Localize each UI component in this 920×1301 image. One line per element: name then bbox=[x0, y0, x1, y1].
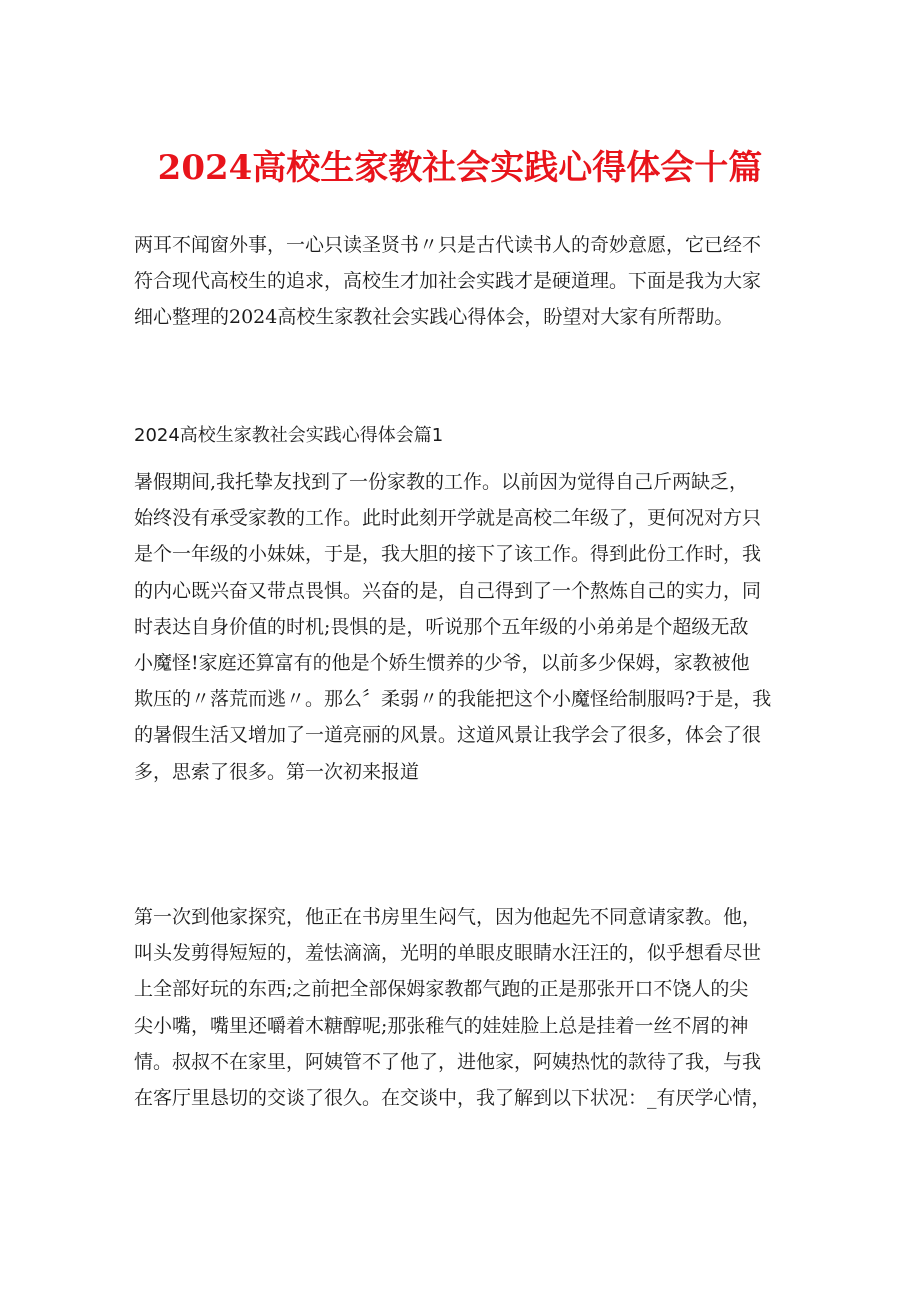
paragraph-line: 的内心既兴奋又带点畏惧。兴奋的是，自己得到了一个熬炼自己的实力，同 bbox=[134, 579, 762, 602]
paragraph-line: 是个一年级的小妹妹，于是，我大胆的接下了该工作。得到此份工作时，我 bbox=[134, 543, 762, 566]
paragraph-line: 上全部好玩的东西;之前把全部保姆家教都气跑的正是那张开口不饶人的尖 bbox=[134, 978, 749, 1001]
paragraph-line: 多，思索了很多。第一次初来报道 bbox=[134, 760, 420, 783]
paragraph-1 bbox=[134, 464, 798, 790]
paragraph-2 bbox=[134, 899, 798, 1116]
intro-paragraph bbox=[134, 227, 798, 336]
paragraph-line: 在客厅里恳切的交谈了很久。在交谈中，我了解到以下状况：_有厌学心情， bbox=[134, 1086, 771, 1109]
paragraph-line: 始终没有承受家教的工作。此时此刻开学就是高校二年级了，更何况对方只 bbox=[134, 507, 762, 530]
intro-line: 符合现代高校生的追求，高校生才加社会实践才是硬道理。下面是我为大家 bbox=[134, 270, 762, 293]
paragraph-line: 暑假期间,我托挚友找到了一份家教的工作。以前因为觉得自己斤两缺乏， bbox=[134, 471, 749, 493]
paragraph-line: 时表达自身价值的时机;畏惧的是，听说那个五年级的小弟弟是个超级无敌 bbox=[134, 615, 749, 638]
section-heading: 2024高校生家教社会实践心得体会篇1 bbox=[134, 425, 444, 446]
paragraph-line: 欺压的〃落荒而逃〃。那么〞柔弱〃的我能把这个小魔怪给制服吗?于是，我 bbox=[134, 688, 772, 711]
intro-line: 细心整理的2024高校生家教社会实践心得体会，盼望对大家有所帮助。 bbox=[134, 306, 734, 329]
paragraph-line: 第一次到他家探究，他正在书房里生闷气，因为他起先不同意请家教。他， bbox=[134, 906, 762, 928]
document-title: 2024高校生家教社会实践心得体会十篇 bbox=[157, 148, 763, 188]
paragraph-line: 尖小嘴，嘴里还嚼着木糖醇呢;那张稚气的娃娃脸上总是挂着一丝不屑的神 bbox=[134, 1014, 749, 1037]
intro-line: 两耳不闻窗外事，一心只读圣贤书〃只是古代读书人的奇妙意愿，它已经不 bbox=[134, 234, 762, 256]
paragraph-line: 小魔怪!家庭还算富有的他是个娇生惯养的少爷，以前多少保姆，家教被他 bbox=[134, 651, 750, 674]
paragraph-line: 的暑假生活又增加了一道亮丽的风景。这道风景让我学会了很多，体会了很 bbox=[134, 724, 762, 747]
paragraph-line: 情。叔叔不在家里，阿姨管不了他了，进他家，阿姨热忱的款待了我，与我 bbox=[134, 1050, 762, 1073]
paragraph-line: 叫头发剪得短短的，羞怯滴滴，光明的单眼皮眼睛水汪汪的，似乎想看尽世 bbox=[134, 942, 762, 965]
